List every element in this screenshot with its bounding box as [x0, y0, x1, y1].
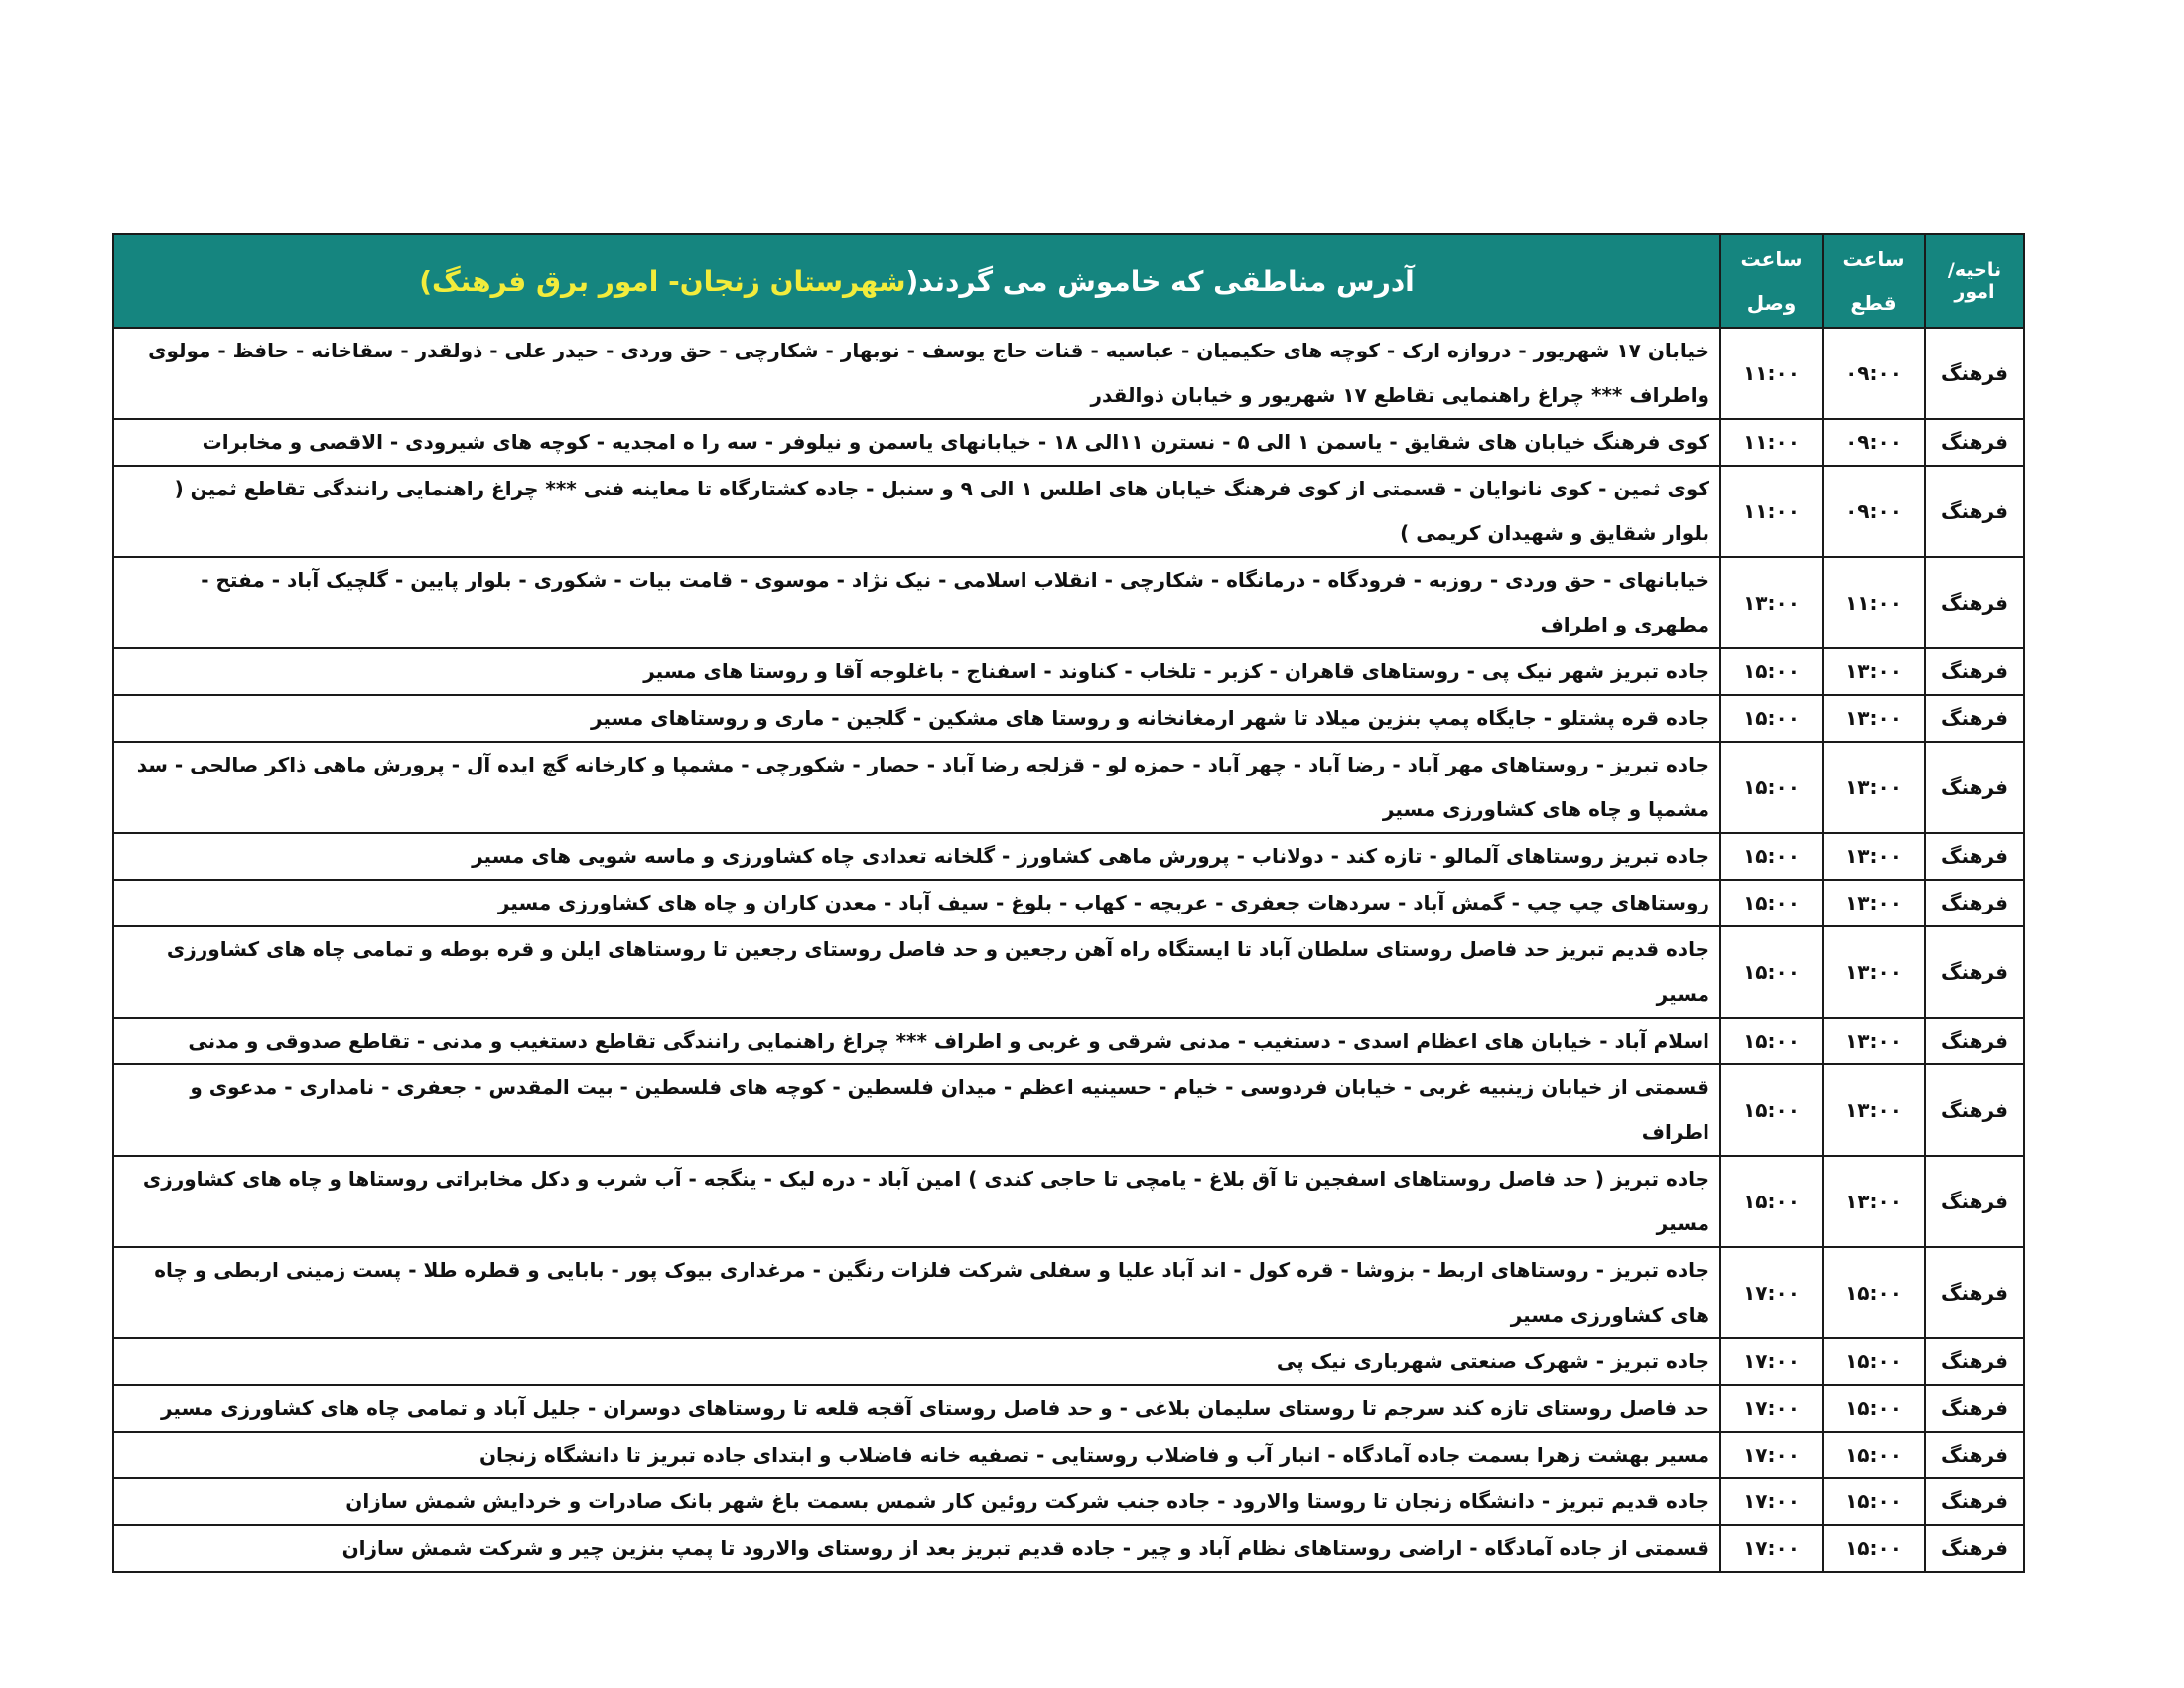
header-area: ناحیه/امور: [1925, 234, 2024, 328]
title-highlight: شهرستان زنجان- امور برق فرهنگ): [419, 264, 906, 298]
table-row: [113, 833, 2024, 880]
connect-time-cell: ۱۵:۰۰: [1720, 880, 1823, 926]
area-cell: فرهنگ: [1925, 1385, 2024, 1432]
connect-time-cell: ۱۵:۰۰: [1720, 695, 1823, 742]
area-cell: فرهنگ: [1925, 1432, 2024, 1478]
address-cell: اسلام آباد - خیابان های اعظام اسدی - دستغیب - مدنی شرقی و غربی و اطراف *** چراغ راهنمایی رانندگی تقاطع دستغیب و مدنی - تقاطع صدوقی و مدنی: [113, 1018, 1720, 1064]
title-main: آدرس مناطقی که خاموش می گردند(: [905, 264, 1415, 298]
cut-time-cell: ۱۵:۰۰: [1823, 1385, 1925, 1432]
table-row: [113, 466, 2024, 557]
cut-time-cell: ۱۳:۰۰: [1823, 926, 1925, 1018]
area-cell: فرهنگ: [1925, 833, 2024, 880]
address-cell: قسمتی از جاده آمادگاه - اراضی روستاهای نظام آباد و چیر - جاده قدیم تبریز بعد از روستای والارود تا پمپ بنزین چیر و شرکت شمش سازان: [113, 1525, 1720, 1572]
area-cell: فرهنگ: [1925, 1525, 2024, 1572]
address-cell: جاده تبریز شهر نیک پی - روستاهای قاهران - کزبر - تلخاب - کناوند - اسفناج - باغلوجه آقا و روستا های مسیر: [113, 648, 1720, 695]
connect-time-cell: ۱۵:۰۰: [1720, 648, 1823, 695]
area-cell: فرهنگ: [1925, 926, 2024, 1018]
table-row: [113, 1156, 2024, 1247]
outage-schedule-table: [112, 233, 2025, 1573]
table-row: [113, 1525, 2024, 1572]
connect-time-cell: ۱۷:۰۰: [1720, 1432, 1823, 1478]
cut-time-cell: ۱۵:۰۰: [1823, 1338, 1925, 1385]
table-row: [113, 419, 2024, 466]
cut-time-cell: ۱۵:۰۰: [1823, 1247, 1925, 1338]
cut-time-cell: ۱۳:۰۰: [1823, 648, 1925, 695]
cut-time-cell: ۱۳:۰۰: [1823, 742, 1925, 833]
address-cell: جاده قدیم تبریز حد فاصل روستای سلطان آباد تا ایستگاه راه آهن رجعین و حد فاصل روستای رجعین تا روستاهای ایلن و قره بوطه و تمامی چاه های کشاورزی مسیر: [113, 926, 1720, 1018]
area-cell: فرهنگ: [1925, 1018, 2024, 1064]
table-row: [113, 880, 2024, 926]
table-row: [113, 1385, 2024, 1432]
table-row: [113, 742, 2024, 833]
area-cell: فرهنگ: [1925, 557, 2024, 648]
area-cell: فرهنگ: [1925, 466, 2024, 557]
cut-time-cell: ۰۹:۰۰: [1823, 466, 1925, 557]
address-cell: جاده قره پشتلو - جایگاه پمپ بنزین میلاد تا شهر ارمغانخانه و روستا های مشکین - گلجین - ماری و روستاهای مسیر: [113, 695, 1720, 742]
connect-time-cell: ۱۷:۰۰: [1720, 1247, 1823, 1338]
connect-time-cell: ۱۱:۰۰: [1720, 466, 1823, 557]
address-cell: جاده تبریز روستاهای آلمالو - تازه کند - دولاناب - پرورش ماهی کشاورز - گلخانه تعدادی چاه کشاورزی و ماسه شویی های مسیر: [113, 833, 1720, 880]
table-row: [113, 1338, 2024, 1385]
address-cell: قسمتی از خیابان زینبیه غربی - خیابان فردوسی - خیام - حسینیه اعظم - میدان فلسطین - کوچه های فلسطین - بیت المقدس - جعفری - نامداری - مدعوی و اطراف: [113, 1064, 1720, 1156]
area-cell: فرهنگ: [1925, 1064, 2024, 1156]
cut-time-cell: ۱۵:۰۰: [1823, 1432, 1925, 1478]
header-connect-time: ساعت وصل: [1720, 234, 1823, 328]
area-cell: فرهنگ: [1925, 648, 2024, 695]
cut-time-cell: ۰۹:۰۰: [1823, 419, 1925, 466]
connect-time-cell: ۱۷:۰۰: [1720, 1525, 1823, 1572]
header-title: [113, 234, 1720, 328]
header-row: [113, 234, 2024, 328]
address-cell: مسیر بهشت زهرا بسمت جاده آمادگاه - انبار آب و فاضلاب روستایی - تصفیه خانه فاضلاب و ابتدای جاده تبریز تا دانشگاه زنجان: [113, 1432, 1720, 1478]
area-cell: فرهنگ: [1925, 695, 2024, 742]
area-cell: فرهنگ: [1925, 1338, 2024, 1385]
table-row: [113, 328, 2024, 419]
cut-time-cell: ۱۳:۰۰: [1823, 880, 1925, 926]
table-row: [113, 557, 2024, 648]
table-row: [113, 1432, 2024, 1478]
connect-time-cell: ۱۵:۰۰: [1720, 742, 1823, 833]
area-cell: فرهنگ: [1925, 419, 2024, 466]
cut-time-cell: ۱۵:۰۰: [1823, 1525, 1925, 1572]
area-cell: فرهنگ: [1925, 1247, 2024, 1338]
cut-time-cell: ۱۳:۰۰: [1823, 833, 1925, 880]
cut-time-cell: ۱۳:۰۰: [1823, 1018, 1925, 1064]
cut-time-cell: ۱۱:۰۰: [1823, 557, 1925, 648]
connect-time-cell: ۱۵:۰۰: [1720, 833, 1823, 880]
table-row: [113, 648, 2024, 695]
connect-time-cell: ۱۵:۰۰: [1720, 926, 1823, 1018]
cut-time-cell: ۰۹:۰۰: [1823, 328, 1925, 419]
address-cell: حد فاصل روستای تازه کند سرجم تا روستای سلیمان بلاغی - و حد فاصل روستای آقجه قلعه تا روستاهای دوسران - جلیل آباد و تمامی چاه های کشاورزی مسیر: [113, 1385, 1720, 1432]
table-body: [113, 328, 2024, 1572]
area-cell: فرهنگ: [1925, 328, 2024, 419]
table-row: [113, 1018, 2024, 1064]
address-cell: خیابان ۱۷ شهریور - دروازه ارک - کوچه های حکیمیان - عباسیه - قنات حاج یوسف - نوبهار - شکارچی - حق وردی - حیدر علی - ذولقدر - سقاخانه - حافظ - مولوی واطراف *** چراغ راهنمایی تقاطع ۱۷ شهریور و خیابان ذوالقدر: [113, 328, 1720, 419]
cut-time-cell: ۱۳:۰۰: [1823, 695, 1925, 742]
table-row: [113, 1064, 2024, 1156]
connect-time-cell: ۱۷:۰۰: [1720, 1338, 1823, 1385]
area-cell: فرهنگ: [1925, 742, 2024, 833]
address-cell: جاده تبریز - شهرک صنعتی شهرباری نیک پی: [113, 1338, 1720, 1385]
connect-time-cell: ۱۷:۰۰: [1720, 1478, 1823, 1525]
address-cell: جاده قدیم تبریز - دانشگاه زنجان تا روستا والارود - جاده جنب شرکت روئین کار شمس بسمت باغ شهر بانک صادرات و خردایش شمش سازان: [113, 1478, 1720, 1525]
cut-time-cell: ۱۳:۰۰: [1823, 1064, 1925, 1156]
connect-time-cell: ۱۵:۰۰: [1720, 1156, 1823, 1247]
header-cut-time: ساعت قطع: [1823, 234, 1925, 328]
address-cell: جاده تبریز ( حد فاصل روستاهای اسفجین تا آق بلاغ - یامچی تا حاجی کندی ) امین آباد - دره لیک - ینگجه - آب شرب و دکل مخابراتی روستاها و چاه های کشاورزی مسیر: [113, 1156, 1720, 1247]
address-cell: کوی ثمین - کوی نانوایان - قسمتی از کوی فرهنگ خیابان های اطلس ۱ الی ۹ و سنبل - جاده کشتارگاه تا معاینه فنی *** چراغ راهنمایی رانندگی تقاطع ثمین ( بلوار شقایق و شهیدان کریمی ): [113, 466, 1720, 557]
connect-time-cell: ۱۵:۰۰: [1720, 1018, 1823, 1064]
cut-time-cell: ۱۳:۰۰: [1823, 1156, 1925, 1247]
table-row: [113, 695, 2024, 742]
cut-time-cell: ۱۵:۰۰: [1823, 1478, 1925, 1525]
area-cell: فرهنگ: [1925, 1478, 2024, 1525]
connect-time-cell: ۱۷:۰۰: [1720, 1385, 1823, 1432]
table-row: [113, 1478, 2024, 1525]
address-cell: روستاهای چپ چپ - گمش آباد - سردهات جعفری - عربچه - کهاب - بلوغ - سیف آباد - معدن کاران و چاه های کشاورزی مسیر: [113, 880, 1720, 926]
table-row: [113, 1247, 2024, 1338]
area-cell: فرهنگ: [1925, 1156, 2024, 1247]
connect-time-cell: ۱۳:۰۰: [1720, 557, 1823, 648]
table-row: [113, 926, 2024, 1018]
area-cell: فرهنگ: [1925, 880, 2024, 926]
connect-time-cell: ۱۱:۰۰: [1720, 328, 1823, 419]
connect-time-cell: ۱۵:۰۰: [1720, 1064, 1823, 1156]
address-cell: خیابانهای - حق وردی - روزبه - فرودگاه - درمانگاه - شکارچی - انقلاب اسلامی - نیک نژاد - موسوی - قامت بیات - شکوری - بلوار پایین - گلچیک آباد - مفتح - مطهری و اطراف: [113, 557, 1720, 648]
address-cell: کوی فرهنگ خیابان های شقایق - یاسمن ۱ الی ۵ - نسترن ۱۱الی ۱۸ - خیابانهای یاسمن و نیلوفر - سه را ه امجدیه - کوچه های شیرودی - الاقصی و مخابرات: [113, 419, 1720, 466]
address-cell: جاده تبریز - روستاهای اربط - بزوشا - قره کول - اند آباد علیا و سفلی شرکت فلزات رنگین - مرغداری بیوک پور - بابایی و قطره طلا - پست زمینی اربطی و چاه های کشاورزی مسیر: [113, 1247, 1720, 1338]
connect-time-cell: ۱۱:۰۰: [1720, 419, 1823, 466]
address-cell: جاده تبریز - روستاهای مهر آباد - رضا آباد - چهر آباد - حمزه لو - قزلجه رضا آباد - حصار - شکورچی - مشمپا و کارخانه گچ ایده آل - پرورش ماهی ذاکر صالحی - سد مشمپا و چاه های کشاورزی مسیر: [113, 742, 1720, 833]
